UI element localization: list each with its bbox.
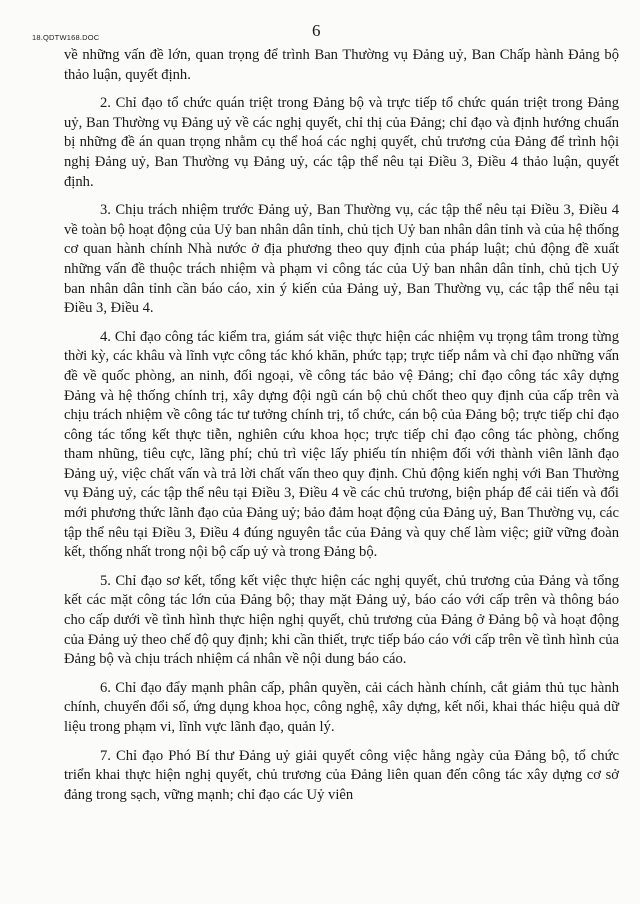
paragraph-item-3: 3. Chịu trách nhiệm trước Đảng uỷ, Ban Thường vụ, các tập thể nêu tại Điều 3, Điều 4 về toàn bộ hoạt động của Uỷ ban nhân dân tỉnh, chủ tịch Uỷ ban nhân dân tỉnh và của hệ thống cơ quan hành chính Nhà nước ở địa phương theo quy định của pháp luật; chủ động đề xuất những vấn đề thuộc trách nhiệm và phạm vi công tác của Uỷ ban nhân dân tỉnh, chủ tịch Uỷ ban nhân dân tỉnh cần báo cáo, xin ý kiến của Đảng uỷ, Ban Thường vụ, các tập thể nêu tại Điều 3, Điều 4. <box>64 202 619 317</box>
paragraph-item-5: 5. Chỉ đạo sơ kết, tổng kết việc thực hiện các nghị quyết, chủ trương của Đảng và tổng kết các mặt công tác lớn của Đảng bộ; thay mặt Đảng uỷ, báo cáo với cấp trên và thông báo cho cấp dưới về tình hình thực hiện nghị quyết, chủ trương của Đảng ở Đảng bộ và hoạt động của Đảng uỷ theo chế độ quy định; khi cần thiết, trực tiếp báo cáo với cấp trên về tình hình của Đảng bộ và chịu trách nhiệm cá nhân về nội dung báo cáo. <box>64 572 619 668</box>
file-code: 18.QDTW168.DOC <box>32 33 100 42</box>
paragraph-item-6: 6. Chỉ đạo đẩy mạnh phân cấp, phân quyền, cải cách hành chính, cắt giảm thủ tục hành chính, chuyển đổi số, ứng dụng khoa học, công nghệ, xây dựng, kết nối, khai thác hiệu quả dữ liệu trong phạm vi, lĩnh vực lãnh đạo, quản lý. <box>64 679 619 735</box>
page-number: 6 <box>312 21 321 40</box>
paragraph-continuation: về những vấn đề lớn, quan trọng để trình Ban Thường vụ Đảng uỷ, Ban Chấp hành Đảng bộ thảo luận, quyết định. <box>64 47 619 83</box>
document-body <box>64 46 619 814</box>
paragraph-item-2: 2. Chỉ đạo tổ chức quán triệt trong Đảng bộ và trực tiếp tổ chức quán triệt trong Đảng uỷ, Ban Thường vụ Đảng uỷ về các nghị quyết, chỉ thị của Đảng; chỉ đạo và định hướng chuẩn bị những đề án quan trọng nhằm cụ thể hoá các nghị quyết, chủ trương của Đảng để trình hội nghị Đảng uỷ, Ban Thường vụ Đảng uỷ, các tập thể nêu tại Điều 3, Điều 4 thảo luận, quyết định. <box>64 95 619 190</box>
paragraph-item-4: 4. Chỉ đạo công tác kiểm tra, giám sát việc thực hiện các nhiệm vụ trọng tâm trong từng thời kỳ, các khâu và lĩnh vực công tác khó khăn, phức tạp; trực tiếp nắm và chỉ đạo những vấn đề về quốc phòng, an ninh, đối ngoại, về công tác bảo vệ Đảng; chỉ đạo công tác xây dựng Đảng và hệ thống chính trị, xây dựng đội ngũ cán bộ chủ chốt theo quy định của cấp trên và chịu trách nhiệm về công tác tư tưởng chính trị, tổ chức, cán bộ của Đảng bộ; trực tiếp chỉ đạo công tác tổng kết thực tiễn, nghiên cứu khoa học; trực tiếp chỉ đạo công tác phòng, chống tham nhũng, tiêu cực, lãng phí; chủ trì việc lấy phiếu tín nhiệm đối với thành viên lãnh đạo Đảng uỷ, việc chất vấn và trả lời chất vấn theo quy định. Chủ động kiến nghị với Ban Thường vụ Đảng uỷ, các tập thể nêu tại Điều 3, Điều 4 về các chủ trương, biện pháp để cải tiến và đổi mới phương thức lãnh đạo của Đảng uỷ; bảo đảm hoạt động của Đảng uỷ, Ban Thường vụ, các tập thể nêu tại Điều 3, Điều 4 đúng nguyên tắc của Đảng và quy chế làm việc; giữ vững đoàn kết, thống nhất trong nội bộ cấp uỷ và trong Đảng bộ. <box>64 328 619 561</box>
paragraph-item-7: 7. Chỉ đạo Phó Bí thư Đảng uỷ giải quyết công việc hằng ngày của Đảng bộ, tổ chức triển khai thực hiện nghị quyết, chủ trương của Đảng liên quan đến công tác xây dựng cơ sở đảng trong sạch, vững mạnh; chỉ đạo các Uỷ viên <box>64 747 619 803</box>
